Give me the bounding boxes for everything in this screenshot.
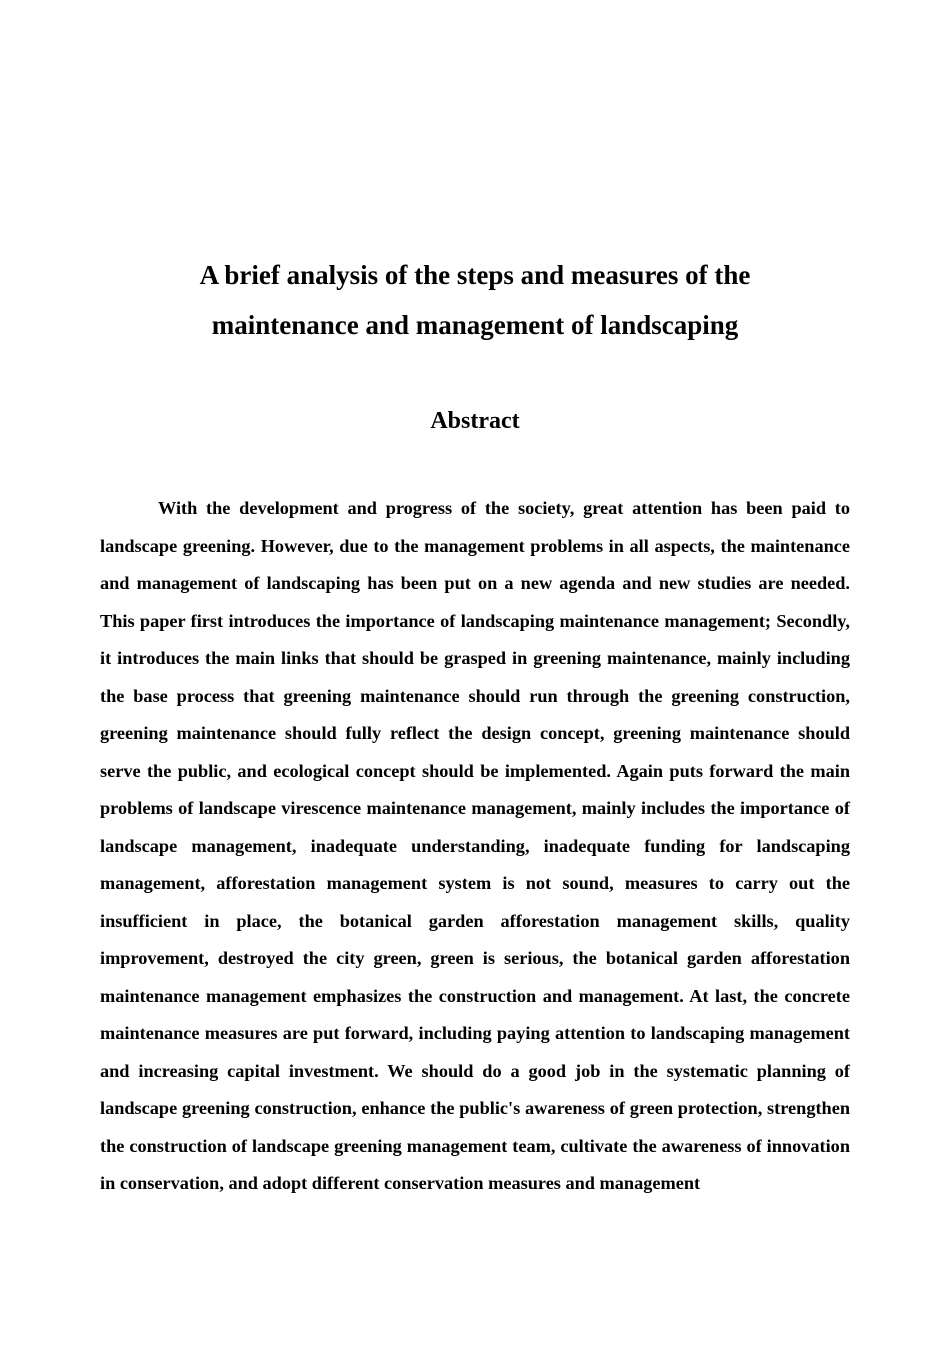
title-line-2: maintenance and management of landscaping [211, 310, 739, 340]
abstract-body: With the development and progress of the society, great attention has been paid to landscape greening. However, due to the management problems in all aspects, the maintenance and management of landscaping has been put on a new agenda and new studies are needed. This paper first introduces the importance of landscaping maintenance management; Secondly, it introduces the main links that should be grasped in greening maintenance, mainly including the base process that greening maintenance should run through the greening construction, greening maintenance should fully reflect the design concept, greening maintenance should serve the public, and ecological concept should be implemented. Again puts forward the main problems of landscape virescence maintenance management, mainly includes the importance of landscape management, inadequate understanding, inadequate funding for landscaping management, afforestation management system is not sound, measures to carry out the insufficient in place, the botanical garden afforestation management skills, quality improvement, destroyed the city green, green is serious, the botanical garden afforestation maintenance management emphasizes the construction and management. At last, the concrete maintenance measures are put forward, including paying attention to landscaping management and increasing capital investment. We should do a good job in the systematic planning of landscape greening construction, enhance the public's awareness of green protection, strengthen the construction of landscape greening management team, cultivate the awareness of innovation in conservation, and adopt different conservation measures and management [100, 498, 850, 1193]
abstract-heading: Abstract [430, 408, 520, 434]
title-line-1: A brief analysis of the steps and measures of the [199, 260, 751, 290]
document-title [120, 250, 830, 350]
